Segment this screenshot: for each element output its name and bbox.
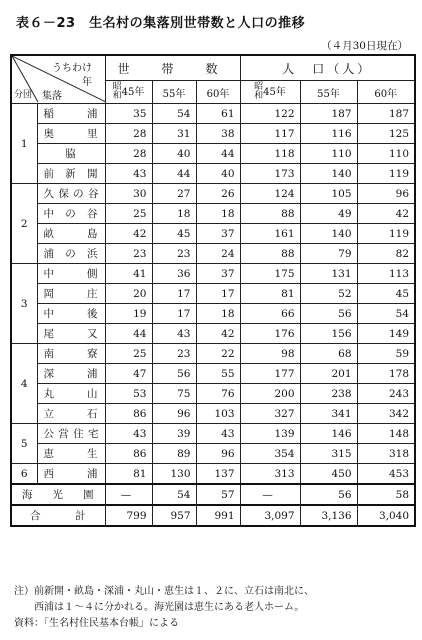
group-number: 4 xyxy=(11,344,37,424)
table-row-kaikoen xyxy=(11,484,415,505)
cell-value: 342 xyxy=(357,404,415,424)
cell-value: 200 xyxy=(240,384,300,404)
cell-value: 313 xyxy=(240,464,300,485)
cell-value: 116 xyxy=(300,124,357,144)
cell-value: 88 xyxy=(240,204,300,224)
header-p55: 55年 xyxy=(300,81,357,104)
cell-value: 105 xyxy=(300,184,357,204)
cell-value: 177 xyxy=(240,364,300,384)
kaikoen-name: 海 光 園 xyxy=(11,484,105,505)
group-number: 5 xyxy=(11,424,37,464)
village-name: 前新開 xyxy=(37,164,105,184)
cell-value: 17 xyxy=(196,284,240,304)
cell-value: 98 xyxy=(240,344,300,364)
cell-value: 178 xyxy=(357,364,415,384)
village-name: 久保の谷 xyxy=(37,184,105,204)
table-row xyxy=(11,304,415,324)
cell-value: 25 xyxy=(105,204,152,224)
village-name: 恵 生 xyxy=(37,444,105,464)
table-row xyxy=(11,184,415,204)
cell-value: 42 xyxy=(196,324,240,344)
table-row xyxy=(11,164,415,184)
cell-value: 43 xyxy=(152,324,196,344)
cell-value: 82 xyxy=(357,244,415,264)
table-row xyxy=(11,284,415,304)
cell-value: 25 xyxy=(105,344,152,364)
cell-value: 17 xyxy=(152,284,196,304)
cell-value: 341 xyxy=(300,404,357,424)
header-uchiwake: うちわけ xyxy=(52,63,92,74)
cell-value: 43 xyxy=(196,424,240,444)
cell-value: 31 xyxy=(152,124,196,144)
cell-value: 149 xyxy=(357,324,415,344)
cell-value: 131 xyxy=(300,264,357,284)
header-population: 人 口（人） xyxy=(240,55,415,81)
group-number: 1 xyxy=(11,104,37,184)
cell-value: 86 xyxy=(105,444,152,464)
cell-value: 44 xyxy=(152,164,196,184)
cell-value: 37 xyxy=(196,224,240,244)
header-shuraku: 集落 xyxy=(42,91,62,102)
cell-value: 35 xyxy=(105,104,152,124)
note-line: 注）前新開・畝島・深浦・丸山・恵生は１、２に、立石は南北に、 xyxy=(14,586,314,597)
cell-value: 56 xyxy=(152,364,196,384)
data-table xyxy=(10,54,416,527)
cell-value: 27 xyxy=(152,184,196,204)
cell-value: 89 xyxy=(152,444,196,464)
header-h45: 昭 和45年 xyxy=(105,81,152,104)
cell-value: 28 xyxy=(105,124,152,144)
cell-value: 30 xyxy=(105,184,152,204)
cell-value: 75 xyxy=(152,384,196,404)
cell-value: 318 xyxy=(357,444,415,464)
group-number: 2 xyxy=(11,184,37,264)
cell-value: 40 xyxy=(196,164,240,184)
cell-value: 61 xyxy=(196,104,240,124)
cell-value: 119 xyxy=(357,164,415,184)
cell-value: 22 xyxy=(196,344,240,364)
cell-value: 137 xyxy=(196,464,240,485)
cell-value: 76 xyxy=(196,384,240,404)
cell-value: 39 xyxy=(152,424,196,444)
cell-value: 173 xyxy=(240,164,300,184)
cell-value: 53 xyxy=(105,384,152,404)
table-row xyxy=(11,364,415,384)
cell-value: 146 xyxy=(300,424,357,444)
header-households: 世 帯 数 xyxy=(105,55,240,81)
cell-value: 44 xyxy=(196,144,240,164)
village-name: 脇 xyxy=(37,144,105,164)
cell-value: 47 xyxy=(105,364,152,384)
cell-value: 113 xyxy=(357,264,415,284)
cell-value: 148 xyxy=(357,424,415,444)
cell-value: 110 xyxy=(300,144,357,164)
cell-value: 44 xyxy=(105,324,152,344)
cell-value: 59 xyxy=(357,344,415,364)
cell-value: 117 xyxy=(240,124,300,144)
cell-value: 54 xyxy=(357,304,415,324)
cell-value: 52 xyxy=(300,284,357,304)
cell-value: 187 xyxy=(357,104,415,124)
cell-value: 40 xyxy=(152,144,196,164)
table-notes xyxy=(14,584,414,632)
cell-value: 118 xyxy=(240,144,300,164)
cell-value: 38 xyxy=(196,124,240,144)
cell-value: 315 xyxy=(300,444,357,464)
village-name: 浦の浜 xyxy=(37,244,105,264)
cell-value: 140 xyxy=(300,224,357,244)
cell-value: 88 xyxy=(240,244,300,264)
group-number: 6 xyxy=(11,464,37,485)
cell-value: 23 xyxy=(152,244,196,264)
cell-value: 54 xyxy=(152,484,196,505)
village-name: 尾 又 xyxy=(37,324,105,344)
cell-value: 55 xyxy=(196,364,240,384)
cell-value: 354 xyxy=(240,444,300,464)
cell-value: 57 xyxy=(196,484,240,505)
cell-value: 56 xyxy=(300,484,357,505)
era-label: 昭 和 xyxy=(112,82,122,102)
header-bunkan: 分団 xyxy=(14,90,33,100)
cell-value: 45 xyxy=(357,284,415,304)
cell-value: 42 xyxy=(105,224,152,244)
table-row xyxy=(11,104,415,124)
village-name: 深 浦 xyxy=(37,364,105,384)
table-row xyxy=(11,224,415,244)
cell-value: 23 xyxy=(152,344,196,364)
as-of-date: （４月30日現在） xyxy=(321,40,408,52)
table-row-total xyxy=(11,505,415,526)
cell-value: 36 xyxy=(152,264,196,284)
village-name: 稲 浦 xyxy=(37,104,105,124)
cell-value: 103 xyxy=(196,404,240,424)
cell-value: 201 xyxy=(300,364,357,384)
cell-value: 957 xyxy=(152,505,196,526)
cell-value: — xyxy=(240,484,300,505)
table-row xyxy=(11,124,415,144)
cell-value: 18 xyxy=(196,204,240,224)
cell-value: 17 xyxy=(152,304,196,324)
cell-value: 81 xyxy=(105,464,152,485)
village-name: 畝 島 xyxy=(37,224,105,244)
note-line: 西浦は１～４に分かれる。海光園は恵生にある老人ホーム。 xyxy=(14,602,305,613)
cell-value: 327 xyxy=(240,404,300,424)
village-name: 岡 庄 xyxy=(37,284,105,304)
cell-value: 45 xyxy=(152,224,196,244)
header-p45: 昭 和45年 xyxy=(240,81,300,104)
cell-value: 238 xyxy=(300,384,357,404)
cell-value: 42 xyxy=(357,204,415,224)
cell-value: 187 xyxy=(300,104,357,124)
cell-value: 24 xyxy=(196,244,240,264)
cell-value: 122 xyxy=(240,104,300,124)
source-line: 資料：「生名村住民基本台帳」による xyxy=(14,618,179,629)
header-h60: 60年 xyxy=(196,81,240,104)
village-name: 中 後 xyxy=(37,304,105,324)
group-number: 3 xyxy=(11,264,37,344)
cell-value: 23 xyxy=(105,244,152,264)
era-label: 昭 和 xyxy=(254,82,264,102)
table-row xyxy=(11,144,415,164)
table-row xyxy=(11,344,415,364)
table-row xyxy=(11,204,415,224)
cell-value: 68 xyxy=(300,344,357,364)
header-corner xyxy=(11,55,105,104)
cell-value: 243 xyxy=(357,384,415,404)
cell-value: 28 xyxy=(105,144,152,164)
cell-value: 140 xyxy=(300,164,357,184)
cell-value: 43 xyxy=(105,424,152,444)
cell-value: 37 xyxy=(196,264,240,284)
cell-value: 58 xyxy=(357,484,415,505)
cell-value: 161 xyxy=(240,224,300,244)
table-row xyxy=(11,424,415,444)
cell-value: 56 xyxy=(300,304,357,324)
cell-value: 450 xyxy=(300,464,357,485)
cell-value: 18 xyxy=(196,304,240,324)
cell-value: 156 xyxy=(300,324,357,344)
cell-value: 453 xyxy=(357,464,415,485)
table-row xyxy=(11,384,415,404)
cell-value: 26 xyxy=(196,184,240,204)
table-row xyxy=(11,444,415,464)
cell-value: 20 xyxy=(105,284,152,304)
cell-value: — xyxy=(105,484,152,505)
cell-value: 3,136 xyxy=(300,505,357,526)
village-name: 南 寮 xyxy=(37,344,105,364)
table-row xyxy=(11,264,415,284)
cell-value: 79 xyxy=(300,244,357,264)
cell-value: 49 xyxy=(300,204,357,224)
table-row xyxy=(11,464,415,485)
total-label: 合 計 xyxy=(11,505,105,526)
cell-value: 96 xyxy=(357,184,415,204)
cell-value: 139 xyxy=(240,424,300,444)
cell-value: 81 xyxy=(240,284,300,304)
header-p60: 60年 xyxy=(357,81,415,104)
cell-value: 54 xyxy=(152,104,196,124)
village-name: 西 浦 xyxy=(37,464,105,485)
table-row xyxy=(11,324,415,344)
village-name: 中の谷 xyxy=(37,204,105,224)
village-name: 立 石 xyxy=(37,404,105,424)
cell-value: 41 xyxy=(105,264,152,284)
cell-value: 119 xyxy=(357,224,415,244)
cell-value: 43 xyxy=(105,164,152,184)
cell-value: 18 xyxy=(152,204,196,224)
cell-value: 66 xyxy=(240,304,300,324)
cell-value: 125 xyxy=(357,124,415,144)
cell-value: 176 xyxy=(240,324,300,344)
village-name: 中 側 xyxy=(37,264,105,284)
cell-value: 86 xyxy=(105,404,152,424)
table-title: 表６－23 生名村の集落別世帯数と人口の推移 xyxy=(16,16,306,31)
cell-value: 799 xyxy=(105,505,152,526)
village-name: 丸 山 xyxy=(37,384,105,404)
header-nen: 年 xyxy=(82,77,92,88)
village-name: 公営住宅 xyxy=(37,424,105,444)
cell-value: 96 xyxy=(196,444,240,464)
cell-value: 3,040 xyxy=(357,505,415,526)
cell-value: 110 xyxy=(357,144,415,164)
cell-value: 96 xyxy=(152,404,196,424)
cell-value: 130 xyxy=(152,464,196,485)
cell-value: 175 xyxy=(240,264,300,284)
table-row xyxy=(11,404,415,424)
village-name: 奥 里 xyxy=(37,124,105,144)
cell-value: 991 xyxy=(196,505,240,526)
cell-value: 19 xyxy=(105,304,152,324)
table-row xyxy=(11,244,415,264)
cell-value: 124 xyxy=(240,184,300,204)
cell-value: 3,097 xyxy=(240,505,300,526)
header-h55: 55年 xyxy=(152,81,196,104)
